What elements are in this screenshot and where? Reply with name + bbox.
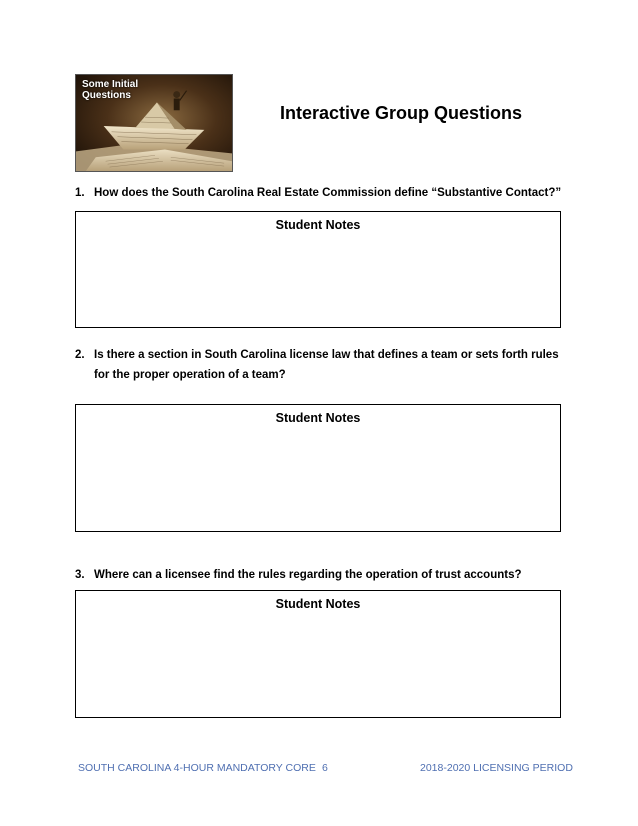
question-number: 1. [75, 187, 85, 199]
footer-page-number: 6 [322, 762, 328, 774]
question-number: 2. [75, 349, 85, 361]
question-number: 3. [75, 569, 85, 581]
student-notes-label: Student Notes [275, 218, 361, 232]
page-title: Interactive Group Questions [280, 103, 523, 123]
question-3 [75, 565, 565, 585]
question-text: How does the South Carolina Real Estate Commission define “Substantive Contact?” [94, 187, 562, 199]
student-notes-box-1[interactable] [75, 211, 561, 328]
footer-licensing-period: 2018-2020 LICENSING PERIOD [420, 762, 573, 774]
banner-image [75, 74, 233, 172]
student-notes-label: Student Notes [275, 597, 361, 611]
student-notes-box-3[interactable] [75, 590, 561, 718]
question-2 [75, 345, 565, 385]
footer-course-title: SOUTH CAROLINA 4-HOUR MANDATORY CORE [78, 762, 316, 774]
student-notes-label: Student Notes [275, 411, 361, 425]
question-1 [75, 183, 565, 203]
question-text: Is there a section in South Carolina license law that defines a team or sets forth rules for the proper operation of a team? [94, 349, 559, 381]
banner-label: Some Initial Questions [82, 79, 139, 101]
student-notes-box-2[interactable] [75, 404, 561, 532]
question-text: Where can a licensee find the rules regarding the operation of trust accounts? [94, 569, 522, 581]
